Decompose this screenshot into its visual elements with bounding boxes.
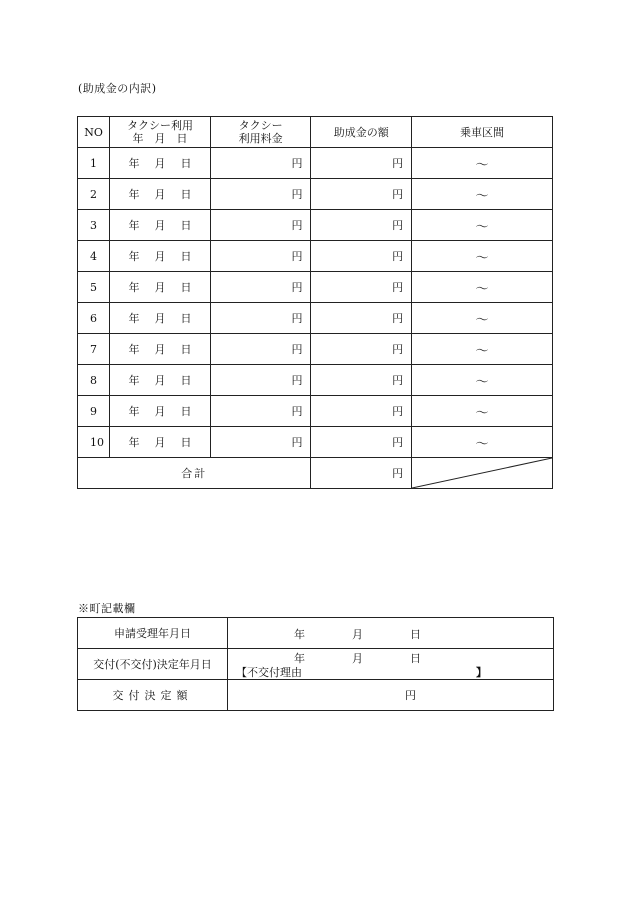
row-fare[interactable]: 円 xyxy=(210,179,311,210)
row-fare[interactable]: 円 xyxy=(210,210,311,241)
row-date[interactable] xyxy=(110,241,211,272)
row-no: 1 xyxy=(78,148,110,179)
row-day: 日 xyxy=(180,312,192,325)
row-fare[interactable]: 円 xyxy=(210,148,311,179)
row-ride-section[interactable]: ～ xyxy=(412,365,553,396)
application-year: 年 xyxy=(294,628,305,641)
subsidy-breakdown-table xyxy=(77,116,553,489)
row-no: 2 xyxy=(78,179,110,210)
application-month: 月 xyxy=(352,628,363,641)
row-month: 月 xyxy=(154,219,166,232)
row-year: 年 xyxy=(128,343,140,356)
diagonal-strike xyxy=(412,458,552,488)
table-row xyxy=(78,272,553,303)
row-year: 年 xyxy=(128,188,140,201)
row-year: 年 xyxy=(128,219,140,232)
row-fare[interactable]: 円 xyxy=(210,303,311,334)
row-month: 月 xyxy=(154,312,166,325)
header-taxi-date-line1: タクシー利用 xyxy=(127,119,194,132)
row-fare[interactable]: 円 xyxy=(210,396,311,427)
row-ride-section[interactable]: ～ xyxy=(412,148,553,179)
row-day: 日 xyxy=(180,188,192,201)
row-day: 日 xyxy=(180,250,192,263)
row-subsidy-amount[interactable]: 円 xyxy=(311,303,412,334)
row-date[interactable] xyxy=(110,210,211,241)
row-ride-section[interactable]: ～ xyxy=(412,303,553,334)
total-amount-cell[interactable]: 円 xyxy=(311,458,412,489)
decision-date-value[interactable] xyxy=(228,649,554,680)
row-ride-section[interactable]: ～ xyxy=(412,179,553,210)
row-date[interactable] xyxy=(110,303,211,334)
total-diagonal-cell xyxy=(412,458,553,489)
row-month: 月 xyxy=(154,405,166,418)
row-no: 9 xyxy=(78,396,110,427)
row-fare[interactable]: 円 xyxy=(210,365,311,396)
decision-month: 月 xyxy=(352,652,363,665)
row-year: 年 xyxy=(128,312,140,325)
header-taxi-fare xyxy=(210,117,311,148)
header-taxi-fare-line2: 利用料金 xyxy=(238,132,283,145)
table-row xyxy=(78,427,553,458)
row-subsidy-amount[interactable]: 円 xyxy=(311,365,412,396)
row-no: 3 xyxy=(78,210,110,241)
row-fare[interactable]: 円 xyxy=(210,427,311,458)
row-ride-section[interactable]: ～ xyxy=(412,272,553,303)
row-no: 4 xyxy=(78,241,110,272)
table-row xyxy=(78,241,553,272)
breakdown-title: (助成金の内訳) xyxy=(78,82,157,95)
decision-date-ymd xyxy=(228,650,553,664)
row-ride-section[interactable]: ～ xyxy=(412,334,553,365)
table-row xyxy=(78,303,553,334)
header-taxi-fare-line1: タクシー xyxy=(238,119,283,132)
decision-year: 年 xyxy=(294,652,305,665)
row-month: 月 xyxy=(154,250,166,263)
application-date-label: 申請受理年月日 xyxy=(78,618,228,649)
row-subsidy-amount[interactable]: 円 xyxy=(311,210,412,241)
row-fare[interactable]: 円 xyxy=(210,241,311,272)
row-month: 月 xyxy=(154,281,166,294)
decision-amount-row xyxy=(78,680,554,711)
header-no: NO xyxy=(78,117,110,148)
reason-close-bracket: 】 xyxy=(476,666,487,679)
row-ride-section[interactable]: ～ xyxy=(412,427,553,458)
row-date[interactable] xyxy=(110,427,211,458)
row-subsidy-amount[interactable]: 円 xyxy=(311,427,412,458)
table-row xyxy=(78,334,553,365)
row-no: 5 xyxy=(78,272,110,303)
header-subsidy-amount: 助成金の額 xyxy=(311,117,412,148)
row-date[interactable] xyxy=(110,272,211,303)
row-no: 7 xyxy=(78,334,110,365)
row-date[interactable] xyxy=(110,179,211,210)
reason-open-bracket: 【不交付理由 xyxy=(236,666,302,679)
row-date[interactable] xyxy=(110,334,211,365)
application-date-value[interactable] xyxy=(228,618,554,649)
row-month: 月 xyxy=(154,188,166,201)
row-day: 日 xyxy=(180,343,192,356)
row-subsidy-amount[interactable]: 円 xyxy=(311,272,412,303)
row-day: 日 xyxy=(180,436,192,449)
row-day: 日 xyxy=(180,219,192,232)
row-fare[interactable]: 円 xyxy=(210,334,311,365)
row-month: 月 xyxy=(154,374,166,387)
decision-date-label: 交付(不交付)決定年月日 xyxy=(78,649,228,680)
row-month: 月 xyxy=(154,436,166,449)
decision-date-row xyxy=(78,649,554,680)
total-label: 合計 xyxy=(78,458,311,489)
decision-day: 日 xyxy=(410,652,421,665)
row-date[interactable] xyxy=(110,148,211,179)
decision-amount-value[interactable]: 円 xyxy=(228,680,554,711)
table-row xyxy=(78,179,553,210)
row-year: 年 xyxy=(128,374,140,387)
row-ride-section[interactable]: ～ xyxy=(412,241,553,272)
row-subsidy-amount[interactable]: 円 xyxy=(311,179,412,210)
row-year: 年 xyxy=(128,436,140,449)
row-day: 日 xyxy=(180,405,192,418)
application-date-ymd xyxy=(228,626,553,640)
row-date[interactable] xyxy=(110,365,211,396)
table-row xyxy=(78,210,553,241)
row-day: 日 xyxy=(180,374,192,387)
decision-amount-label: 交付決定額 xyxy=(78,680,228,711)
table-row xyxy=(78,396,553,427)
row-no: 10 xyxy=(78,427,110,458)
row-ride-section[interactable]: ～ xyxy=(412,396,553,427)
row-month: 月 xyxy=(154,157,166,170)
row-no: 8 xyxy=(78,365,110,396)
row-year: 年 xyxy=(128,157,140,170)
application-date-row xyxy=(78,618,554,649)
row-subsidy-amount[interactable]: 円 xyxy=(311,334,412,365)
diagonal-line xyxy=(412,458,552,488)
row-subsidy-amount[interactable]: 円 xyxy=(311,241,412,272)
total-row xyxy=(78,458,553,489)
header-taxi-date xyxy=(110,117,211,148)
row-year: 年 xyxy=(128,405,140,418)
row-year: 年 xyxy=(128,281,140,294)
row-no: 6 xyxy=(78,303,110,334)
row-day: 日 xyxy=(180,281,192,294)
row-subsidy-amount[interactable]: 円 xyxy=(311,396,412,427)
application-day: 日 xyxy=(410,628,421,641)
table-row xyxy=(78,365,553,396)
row-fare[interactable]: 円 xyxy=(210,272,311,303)
town-entry-table xyxy=(77,617,554,711)
row-subsidy-amount[interactable]: 円 xyxy=(311,148,412,179)
town-section-title: ※町記載欄 xyxy=(78,602,136,615)
row-year: 年 xyxy=(128,250,140,263)
header-ride-section: 乗車区間 xyxy=(412,117,553,148)
table-header-row xyxy=(78,117,553,148)
table-row xyxy=(78,148,553,179)
row-day: 日 xyxy=(180,157,192,170)
row-month: 月 xyxy=(154,343,166,356)
non-delivery-reason xyxy=(228,664,553,678)
header-taxi-date-line2: 年 月 日 xyxy=(132,132,188,145)
row-date[interactable] xyxy=(110,396,211,427)
row-ride-section[interactable]: ～ xyxy=(412,210,553,241)
